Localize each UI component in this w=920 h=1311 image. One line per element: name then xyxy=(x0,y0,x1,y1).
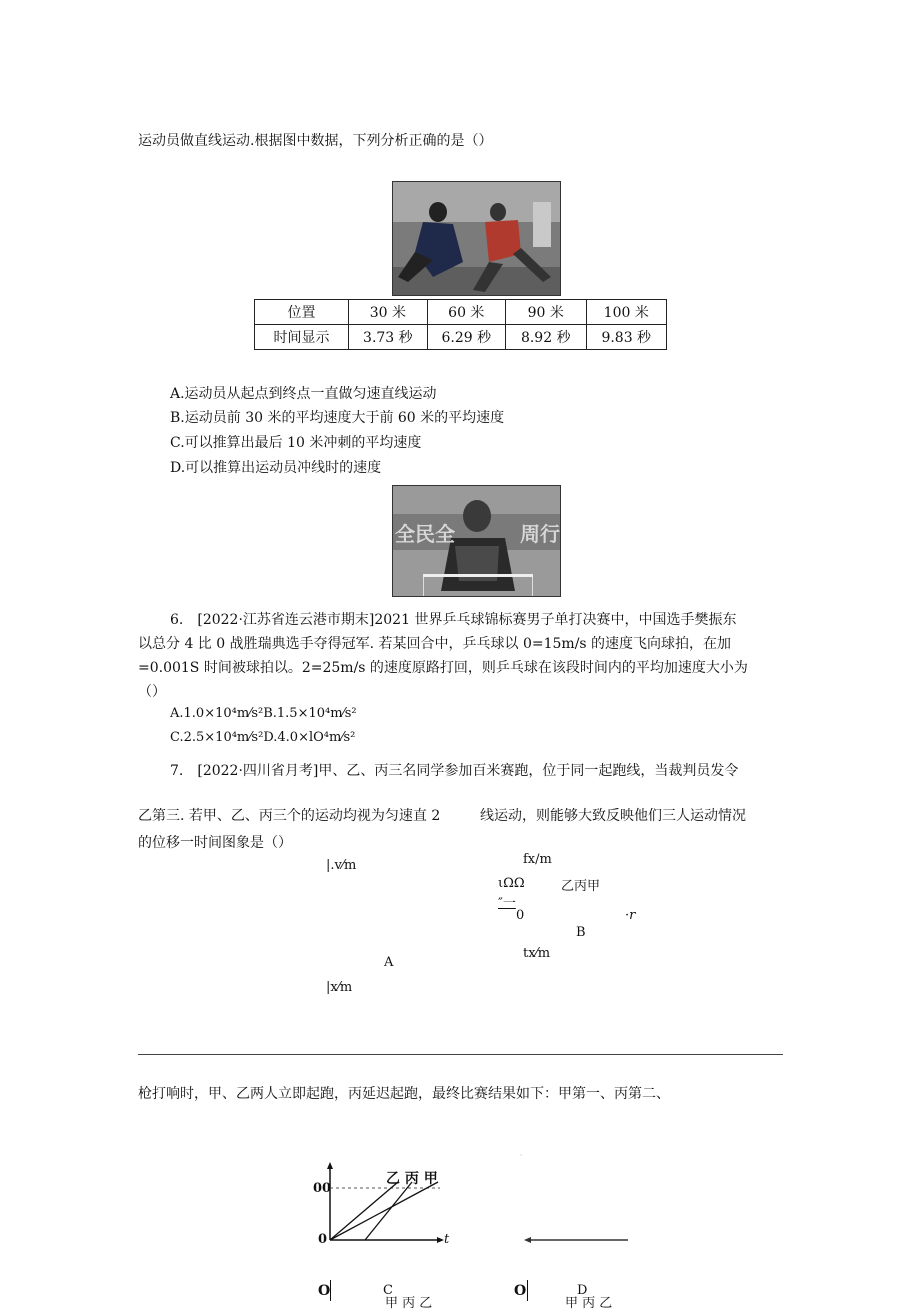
q6-line: （） xyxy=(138,684,166,700)
option-d: D.可以推算出运动员冲线时的速度 xyxy=(170,460,382,476)
table-cell: 30 米 xyxy=(349,300,427,325)
q7-line: 乙第三. 若甲、乙、丙三个的运动均视为匀速直 2 xyxy=(138,808,441,824)
graph-c-axis-stub xyxy=(330,1280,331,1301)
table-cell: 90 米 xyxy=(506,300,586,325)
table-cell: 8.92 秒 xyxy=(506,325,586,350)
table-cell: 3.73 秒 xyxy=(349,325,427,350)
graph-b-legend: 乙丙甲 xyxy=(561,879,601,894)
table-cell: 时间显示 xyxy=(255,325,349,350)
graph-c-label: C xyxy=(383,1283,393,1298)
table-cell: 60 米 xyxy=(427,300,505,325)
q6-line: 6. [2022·江苏省连云港市期末]2021 世界乒乓球锦标赛男子单打决赛中，中国选手樊振东 xyxy=(170,612,737,628)
graph-c-line-jia xyxy=(330,1182,438,1240)
graph-d xyxy=(510,1150,650,1250)
option-c: C.可以推算出最后 10 米冲刺的平均速度 xyxy=(170,435,422,451)
option-a: A.运动员从起点到终点一直做匀速直线运动 xyxy=(170,386,437,402)
graph-c-origin: O xyxy=(318,1283,331,1299)
graph-c-t-label: t xyxy=(444,1232,450,1247)
q6-line: =0.001S 时间被球拍以。2=25m/s 的速度原路打回，则乒乓球在该段时间内的平均加速度大小为 xyxy=(138,660,748,676)
banner-text: 周行 xyxy=(520,522,560,546)
table-cell: 6.29 秒 xyxy=(427,325,505,350)
table-cell: 100 米 xyxy=(586,300,667,325)
banner-text: 全民全 xyxy=(395,522,455,546)
option-b: B.运动员前 30 米的平均速度大于前 60 米的平均速度 xyxy=(170,410,505,426)
question-intro: 运动员做直线运动.根据图中数据，下列分析正确的是（） xyxy=(138,133,493,149)
graph-a-label: A xyxy=(384,955,394,970)
graph-b-dash: ″一 xyxy=(498,896,516,911)
graph-b-axis-label: fx/m xyxy=(523,852,552,867)
graph-b-label: B xyxy=(576,925,586,940)
graph-d-arrow xyxy=(524,1237,531,1243)
graph-c-bottom-legend: 甲 丙 乙 xyxy=(385,1296,433,1311)
graph-b-zero: 0 xyxy=(516,908,525,923)
graph-c-legend: 乙 丙 甲 xyxy=(386,1171,438,1187)
section-divider xyxy=(138,1054,783,1055)
graph-a2-axis-label: |x⁄m xyxy=(326,980,353,995)
q6-options-ab: A.1.0×10⁴m⁄s²B.1.5×10⁴m⁄s² xyxy=(170,706,357,721)
graph-b-tick-label: ιΩΩ xyxy=(498,876,525,891)
split-time-table xyxy=(254,299,667,350)
table-tennis-photo xyxy=(392,485,561,597)
q7-line: 线运动，则能够大致反映他们三人运动情况 xyxy=(480,808,746,824)
graph-d-axis-stub xyxy=(527,1280,528,1301)
graph-d-bottom-legend: 甲 丙 乙 xyxy=(565,1296,613,1311)
graph-c-zero: 0 xyxy=(318,1232,328,1247)
graph-b-t-label: ·r xyxy=(625,908,636,923)
q6-line: 以总分 4 比 0 战胜瑞典选手夺得冠军. 若某回合中，乒乓球以 0=15m/s 的速度飞向球拍，在加 xyxy=(138,636,732,652)
q7-line: 的位移一时间图象是（） xyxy=(138,835,292,851)
table-row xyxy=(255,325,667,350)
graph-d-label: D xyxy=(577,1283,588,1298)
table-row xyxy=(255,300,667,325)
graph-d-origin: O xyxy=(514,1283,527,1299)
q7-continued-line: 枪打响时，甲、乙两人立即起跑，丙延迟起跑，最终比赛结果如下：甲第一、丙第二、 xyxy=(138,1086,670,1102)
graph-b-axis-label-2: tx⁄m xyxy=(523,946,551,961)
sprinter-photo xyxy=(392,181,561,296)
graph-a-axis-label: |.v⁄m xyxy=(326,858,357,873)
q6-options-cd: C.2.5×10⁴m⁄s²D.4.0×lO⁴m⁄s² xyxy=(170,730,356,745)
graph-c-y-label: 00 xyxy=(313,1181,332,1196)
table-cell: 9.83 秒 xyxy=(586,325,667,350)
graph-c-y-arrow xyxy=(327,1162,333,1169)
q7-line: 7. [2022·四川省月考]甲、乙、丙三名同学参加百米赛跑，位于同一起跑线，当裁判员发令 xyxy=(170,763,739,779)
graph-c-x-arrow xyxy=(437,1237,444,1243)
table-cell: 位置 xyxy=(255,300,349,325)
